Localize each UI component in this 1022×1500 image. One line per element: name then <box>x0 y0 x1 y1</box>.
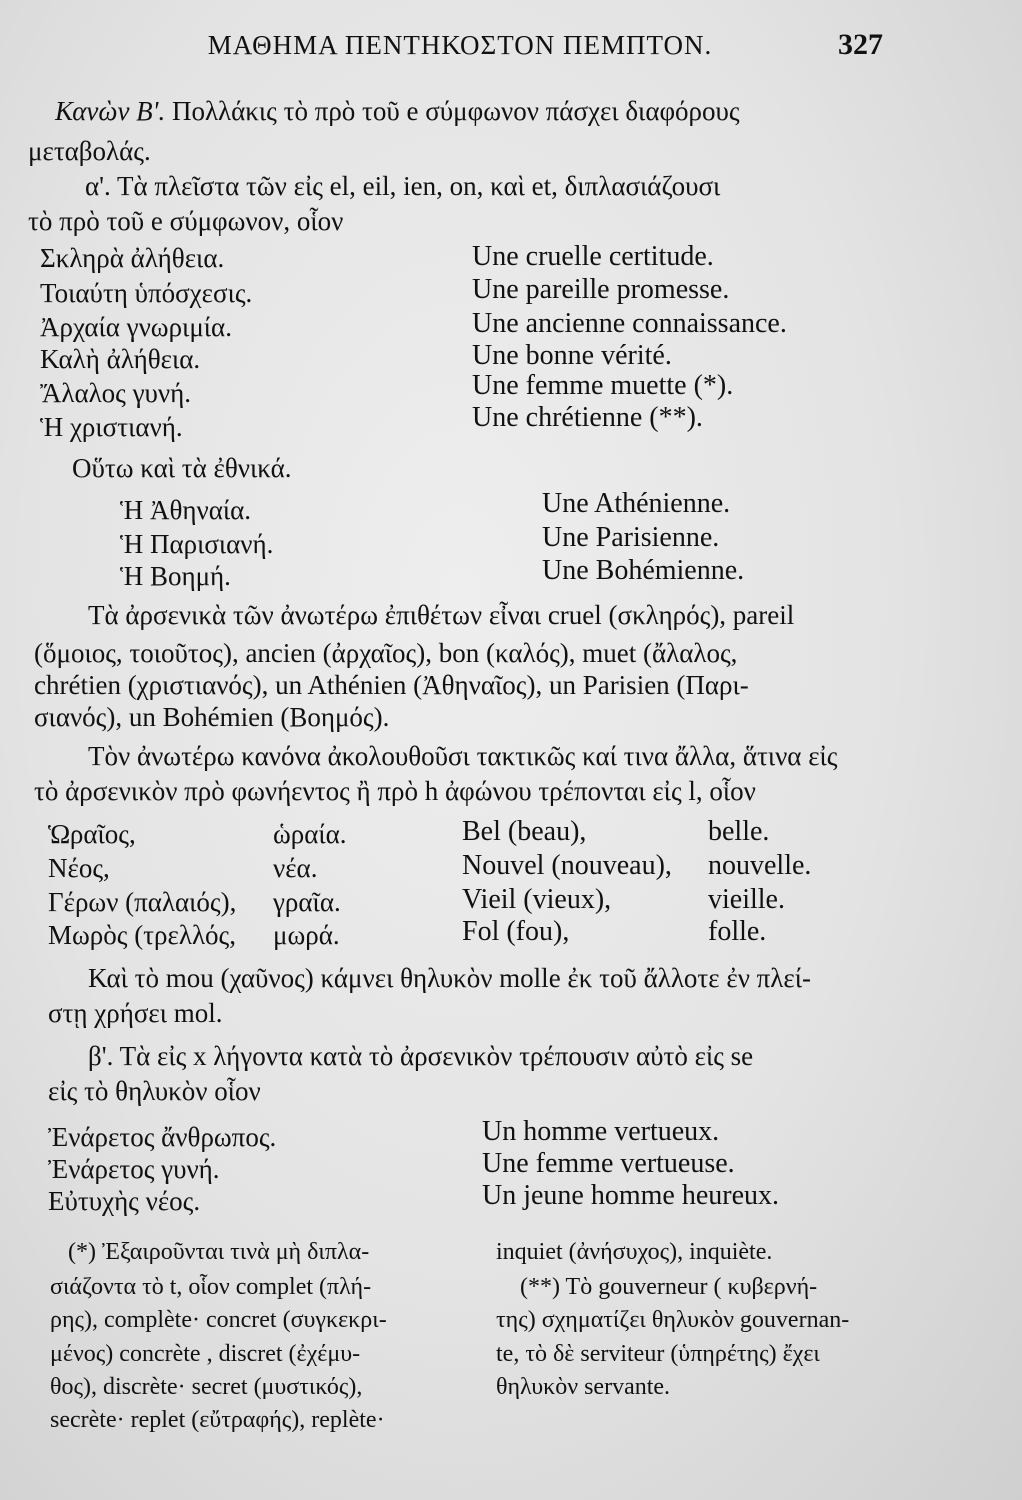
footnote-left-line: ρης), complète· concret (συγκεκρι- <box>50 1307 387 1333</box>
greek-phrase: Ἐνάρετος ἄνθρωπος. <box>48 1122 277 1152</box>
paragraph-line: Τὰ ἀρσενικὰ τῶν ἀνωτέρω ἐπιθέτων εἶναι cruel (σκληρός), pareil <box>88 600 795 630</box>
table-french-masc: Vieil (vieux), <box>462 884 612 915</box>
table-french-fem: folle. <box>708 916 767 947</box>
greek-phrase: Καλὴ ἀλήθεια. <box>40 344 201 374</box>
french-phrase: Un jeune homme heureux. <box>482 1180 780 1211</box>
table-french-masc: Nouvel (nouveau), <box>462 850 672 881</box>
sub-a-line-1: α'. Τὰ πλεῖστα τῶν εἰς el, eil, ien, on, καὶ et, διπλασιάζουσι <box>85 171 721 201</box>
rule-b-line-2: μεταβολάς. <box>28 136 151 166</box>
french-phrase: Une chrétienne (**). <box>472 402 703 433</box>
french-phrase: Une pareille promesse. <box>472 274 730 305</box>
table-french-masc: Bel (beau), <box>462 816 587 847</box>
footnote-right-line: της) σχηματίζει θηλυκὸν gouvernan- <box>496 1307 850 1333</box>
greek-phrase: Ἐνάρετος γυνή. <box>48 1154 220 1184</box>
french-phrase: Une Parisienne. <box>542 522 720 553</box>
paragraph-line: chrétien (χριστιανός), un Athénien (Ἀθηναῖος), un Parisien (Παρι- <box>34 670 749 700</box>
sub-b-line-2: εἰς τὸ θηλυκὸν οἷον <box>48 1076 261 1106</box>
footnote-right-line: inquiet (ἀνήσυχος), inquiète. <box>496 1239 773 1265</box>
footnote-left-line: σιάζοντα τὸ t, οἷον complet (πλή- <box>50 1274 372 1300</box>
table-greek-masc: Μωρὸς (τρελλός, <box>48 920 236 950</box>
paragraph-line: (ὅμοιος, τοιοῦτος), ancien (ἀρχαῖος), bon (καλός), muet (ἄλαλος, <box>34 638 738 668</box>
french-phrase: Une ancienne connaissance. <box>472 308 787 339</box>
sub-b-line-1: β'. Τὰ εἰς x λήγοντα κατὰ τὸ ἀρσενικὸν τρέπουσιν αὐτὸ εἰς se <box>88 1041 754 1071</box>
french-phrase: Une Bohémienne. <box>542 555 745 586</box>
footnote-right-line: te, τὸ δὲ serviteur (ὑπηρέτης) ἔχει <box>496 1341 820 1367</box>
greek-phrase: Ἡ Βοημή. <box>120 561 231 591</box>
table-french-fem: vieille. <box>708 884 785 915</box>
rule-b-label: Κανὼν Β'. <box>55 96 166 126</box>
french-phrase: Une femme vertueuse. <box>482 1148 735 1179</box>
footnote-left-line: θος), discrète· secret (μυστικός), <box>50 1374 363 1400</box>
french-phrase: Un homme vertueux. <box>482 1116 720 1147</box>
rule-b-line-1 <box>55 98 740 125</box>
sub-a-line-2: τὸ πρὸ τοῦ e σύμφωνον, οἷον <box>28 206 344 236</box>
footnote-left-line: μένος) concrète , discret (ἐχέμυ- <box>50 1341 361 1367</box>
table-greek-fem: μωρά. <box>273 920 340 950</box>
greek-phrase: Σκληρὰ ἀλήθεια. <box>40 243 225 273</box>
greek-phrase: Ἡ Ἀθηναία. <box>120 495 252 525</box>
french-phrase: Une bonne vérité. <box>472 340 672 371</box>
table-greek-fem: γραῖα. <box>273 887 341 917</box>
table-french-fem: nouvelle. <box>708 850 812 881</box>
greek-phrase: Τοιαύτη ὑπόσχεσις. <box>40 278 253 308</box>
french-phrase: Une cruelle certitude. <box>472 241 714 272</box>
footnote-right-line: θηλυκὸν servante. <box>496 1374 671 1400</box>
rule-b-text: Πολλάκις τὸ πρὸ τοῦ e σύμφωνον πάσχει διαφόρους <box>171 96 740 126</box>
paragraph-line: στῃ χρήσει mol. <box>48 998 223 1028</box>
table-greek-masc: Ὡραῖος, <box>48 819 136 849</box>
paragraph-line: Τὸν ἀνωτέρω κανόνα ἀκολουθοῦσι τακτικῶς καί τινα ἄλλα, ἅτινα εἰς <box>88 741 838 771</box>
french-phrase: Une Athénienne. <box>542 488 731 519</box>
table-greek-masc: Νέος, <box>48 853 110 883</box>
paragraph-line: σιανός), un Bohémien (Βοημός). <box>34 702 390 732</box>
greek-phrase: Εὐτυχὴς νέος. <box>48 1186 201 1216</box>
page-number: 327 <box>838 28 883 61</box>
running-header: ΜΑΘΗΜΑ ΠΕΝΤΗΚΟΣΤΟΝ ΠΕΜΠΤΟΝ. <box>207 30 713 60</box>
greek-phrase: Ἡ χριστιανή. <box>40 412 183 442</box>
table-french-fem: belle. <box>708 816 770 847</box>
french-phrase: Une femme muette (*). <box>472 370 734 401</box>
outo-line: Οὕτω καὶ τὰ ἐθνικά. <box>72 453 292 483</box>
footnote-left-line: (*) Ἐξαιροῦνται τινὰ μὴ διπλα- <box>68 1239 370 1265</box>
footnote-right-line: (**) Τὸ gouverneur ( κυβερνή- <box>520 1274 818 1300</box>
table-french-masc: Fol (fou), <box>462 916 570 947</box>
greek-phrase: Ἡ Παρισιανή. <box>120 529 274 559</box>
table-greek-masc: Γέρων (παλαιός), <box>48 887 237 917</box>
paragraph-line: τὸ ἀρσενικὸν πρὸ φωνήεντος ἢ πρὸ h ἀφώνου τρέπονται εἰς l, οἷον <box>34 776 756 806</box>
table-greek-fem: ὡραία. <box>273 819 347 849</box>
greek-phrase: Ἄλαλος γυνή. <box>40 378 192 408</box>
table-greek-fem: νέα. <box>273 853 318 883</box>
paragraph-line: Καὶ τὸ mou (χαῦνος) κάμνει θηλυκὸν molle ἐκ τοῦ ἄλλοτε ἐν πλεί- <box>88 963 811 993</box>
greek-phrase: Ἀρχαία γνωριμία. <box>40 312 232 342</box>
footnote-left-line: secrète· replet (εὔτραφής), replète· <box>50 1407 385 1433</box>
